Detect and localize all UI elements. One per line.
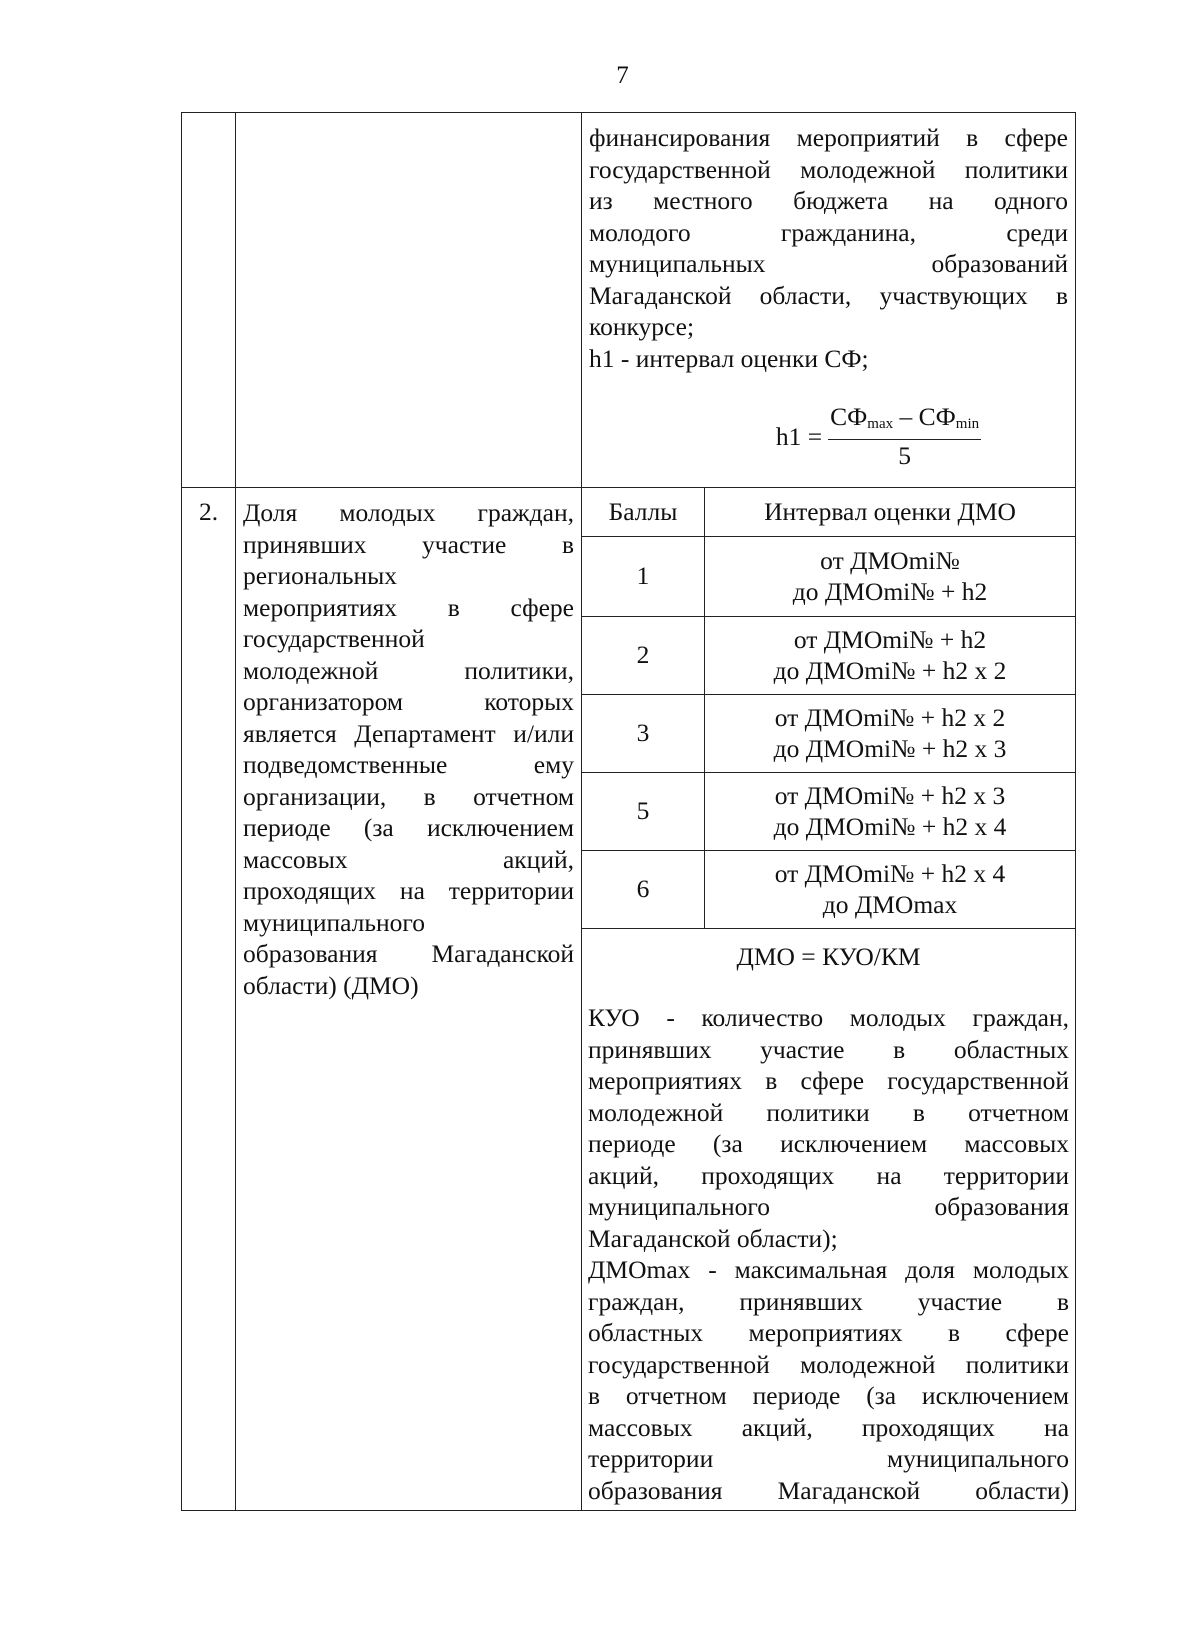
scoring-row bbox=[582, 536, 1075, 616]
method-cell bbox=[582, 113, 1076, 488]
criteria-table bbox=[181, 112, 1076, 1511]
text-line: финансирования мероприятий в сфере bbox=[589, 123, 1068, 152]
text-line: государственной молодежной политики bbox=[588, 1349, 1069, 1379]
text-line: подведомственные ему bbox=[243, 750, 574, 779]
criterion-text bbox=[237, 489, 580, 1001]
text-line: мероприятиях в сфере государственной bbox=[588, 1066, 1069, 1095]
points-value: 3 bbox=[582, 694, 705, 772]
text-line: молодого гражданина, среди bbox=[589, 217, 1068, 247]
method-description bbox=[583, 114, 1074, 374]
text-line: муниципальных образований bbox=[589, 249, 1068, 278]
scoring-row bbox=[582, 772, 1075, 850]
text-line: муниципального bbox=[243, 907, 425, 937]
method-cell bbox=[582, 488, 1076, 1511]
text-line: образования Магаданской области) bbox=[588, 1475, 1069, 1505]
scoring-row bbox=[582, 616, 1075, 694]
text-line: молодежной политики в отчетном bbox=[588, 1097, 1069, 1127]
points-value: 1 bbox=[582, 536, 705, 616]
text-line: из местного бюджета на одного bbox=[589, 186, 1068, 215]
number-cell bbox=[182, 113, 236, 488]
text-line: массовых акций, bbox=[243, 844, 574, 874]
text-line: областных мероприятиях в сфере bbox=[588, 1318, 1069, 1347]
scoring-row bbox=[582, 694, 1075, 772]
criterion-cell bbox=[236, 488, 582, 1511]
scoring-table bbox=[582, 488, 1075, 929]
text-line: h1 - интервал оценки СФ; bbox=[589, 343, 869, 373]
interval-value: от ДМОmi№ + h2 x 2 до ДМОmi№ + h2 x 3 bbox=[705, 694, 1076, 772]
interval-value: от ДМОmi№ + h2 до ДМОmi№ + h2 x 2 bbox=[705, 616, 1076, 694]
points-value: 6 bbox=[582, 850, 705, 928]
text-line: КУО - количество молодых граждан, bbox=[588, 1003, 1069, 1032]
text-line: конкурсе; bbox=[589, 312, 695, 341]
table-row bbox=[182, 488, 1076, 1511]
interval-value: от ДМОmi№ + h2 x 3 до ДМОmi№ + h2 x 4 bbox=[705, 772, 1076, 850]
text-line: граждан, принявших участие в bbox=[588, 1286, 1069, 1316]
dmo-formula: ДМО = КУО/КМ bbox=[736, 941, 921, 971]
points-value: 2 bbox=[582, 616, 705, 694]
interval-header: Интервал оценки ДМО bbox=[705, 488, 1076, 536]
text-line: периоде (за исключением массовых bbox=[588, 1129, 1069, 1158]
number-cell: 2. bbox=[182, 488, 236, 1511]
formula-denominator: 5 bbox=[898, 441, 911, 470]
text-line: молодежной политики, bbox=[243, 655, 574, 685]
text-line: организатором которых bbox=[243, 687, 574, 716]
text-line: акций, проходящих на территории bbox=[588, 1160, 1069, 1190]
text-line: региональных bbox=[243, 561, 397, 590]
points-value: 5 bbox=[582, 772, 705, 850]
text-line: организации, в отчетном bbox=[243, 781, 574, 811]
formula-lhs: h1 = bbox=[775, 422, 823, 452]
text-line: территории муниципального bbox=[588, 1444, 1069, 1473]
criterion-cell bbox=[236, 113, 582, 488]
text-line: государственной молодежной политики bbox=[589, 154, 1068, 184]
text-line: проходящих на территории bbox=[243, 876, 574, 905]
text-line: является Департамент и/или bbox=[243, 718, 574, 748]
formula-numerator: $СФ_{max} - СФ_{min}$ bbox=[828, 402, 981, 440]
points-header: Баллы bbox=[582, 488, 705, 536]
text-line: мероприятиях в сфере bbox=[243, 592, 574, 622]
interval-value: от ДМОmi№ до ДМОmi№ + h2 bbox=[705, 536, 1076, 616]
formula-fraction bbox=[828, 402, 981, 472]
text-line: государственной bbox=[243, 624, 425, 653]
text-line: массовых акций, проходящих на bbox=[588, 1412, 1069, 1442]
text-line: муниципального образования bbox=[588, 1192, 1069, 1221]
h1-formula bbox=[683, 402, 1074, 472]
text-line: принявших участие в bbox=[243, 529, 574, 559]
text-line: образования Магаданской bbox=[243, 939, 574, 968]
text-line: Доля молодых граждан, bbox=[243, 498, 574, 527]
text-line: принявших участие в областных bbox=[588, 1034, 1069, 1064]
table-row bbox=[182, 113, 1076, 488]
text-line: периоде (за исключением bbox=[243, 813, 574, 842]
page-number: 7 bbox=[616, 62, 629, 89]
method-description bbox=[582, 1002, 1075, 1510]
text-line: Магаданской области); bbox=[588, 1223, 838, 1253]
text-line: Магаданской области, участвующих в bbox=[589, 280, 1068, 310]
scoring-row bbox=[582, 850, 1075, 928]
interval-value: от ДМОmi№ + h2 x 4 до ДМОmax bbox=[705, 850, 1076, 928]
text-line: области) (ДМО) bbox=[243, 970, 419, 1000]
scoring-header-row bbox=[582, 488, 1075, 536]
text-line: ДМОmax - максимальная доля молодых bbox=[588, 1255, 1069, 1284]
text-line: в отчетном периоде (за исключением bbox=[588, 1381, 1069, 1410]
